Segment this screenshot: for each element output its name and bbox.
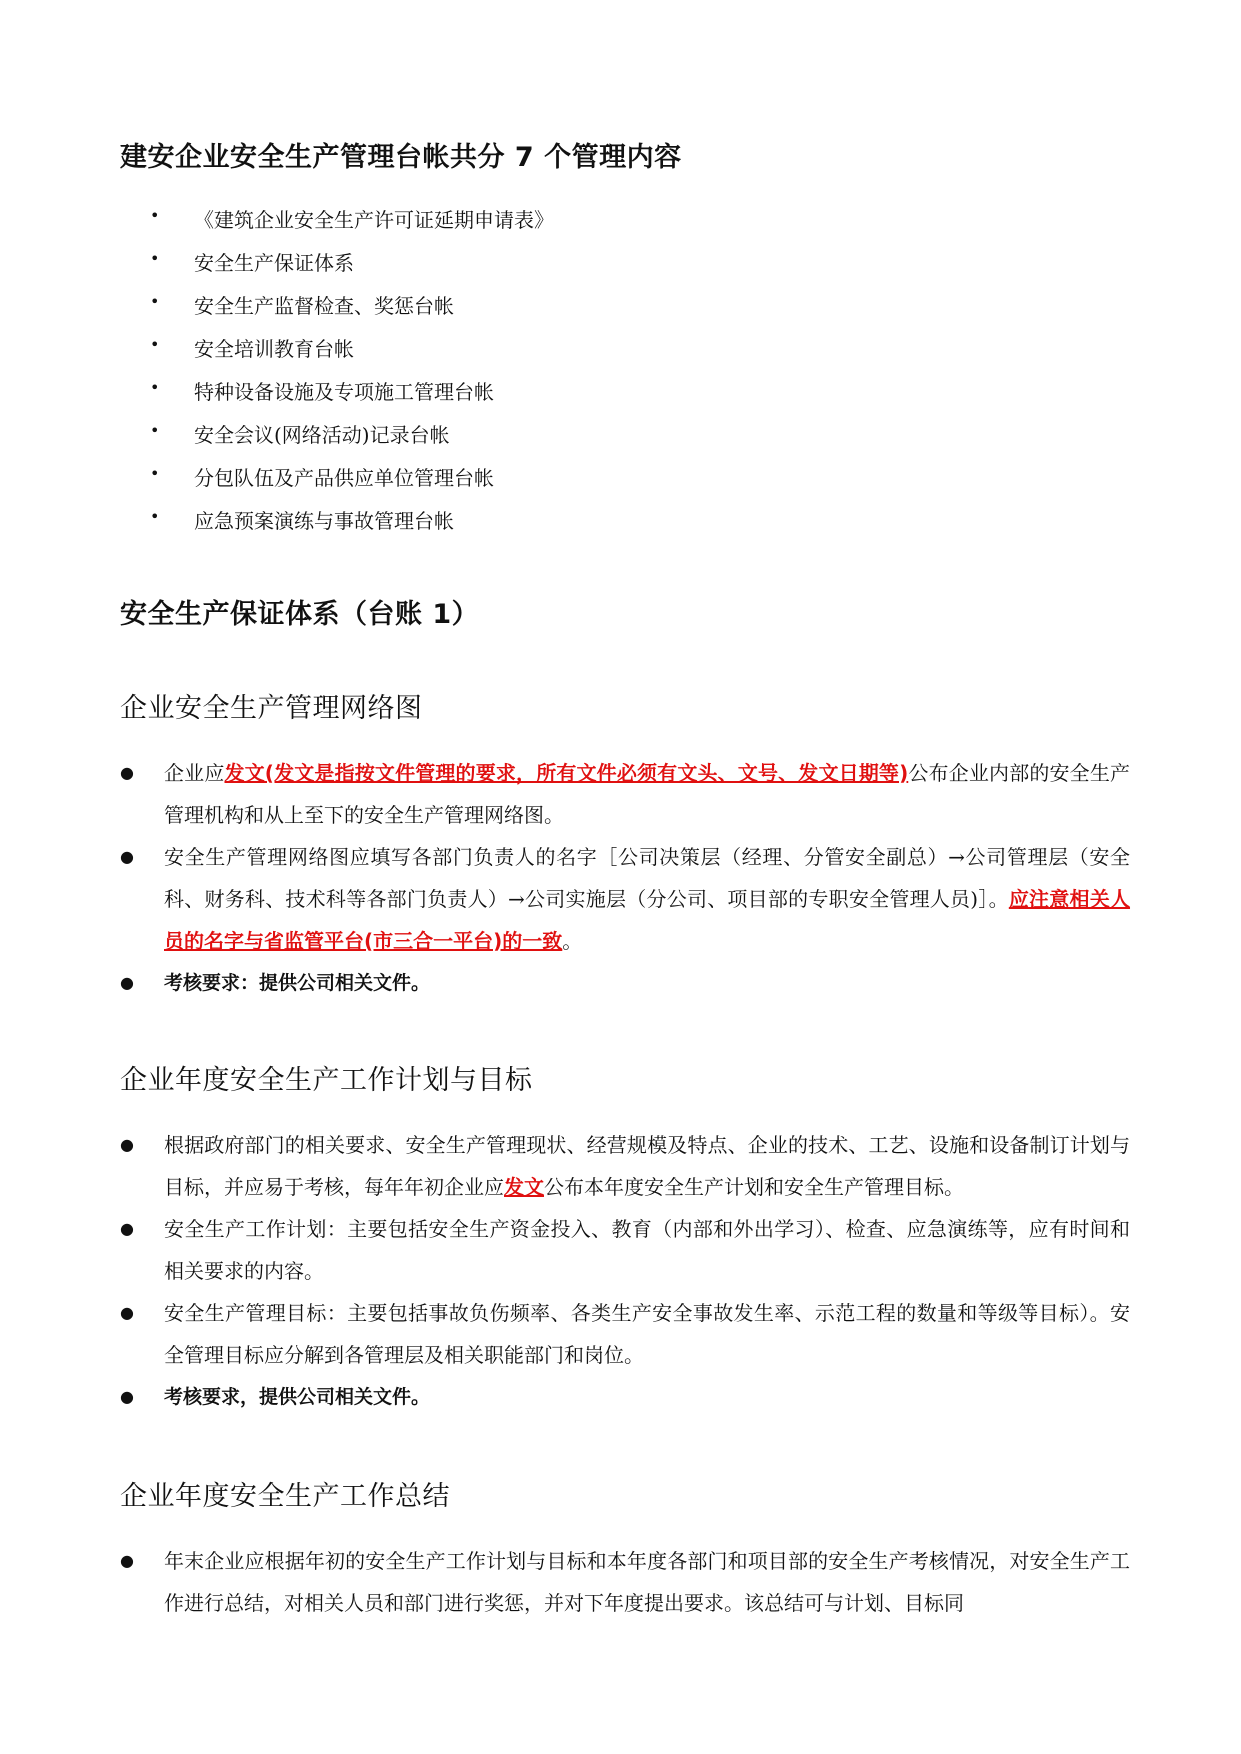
- list-item: • 安全会议(网络活动)记录台帐: [150, 421, 450, 447]
- bullet-icon: •: [150, 378, 160, 397]
- ledger-list: [150, 204, 554, 548]
- bullet-icon: •: [150, 464, 160, 483]
- bullet-icon: •: [150, 421, 160, 440]
- highlight-text: 应注意相关人员的名字与省监管平台(市三合一平台)的一致: [164, 887, 1131, 953]
- section-network-chart: [120, 752, 1130, 1004]
- bullet-icon: ●: [120, 1135, 134, 1154]
- list-item: ● 根据政府部门的相关要求、安全生产管理现状、经营规模及特点、企业的技术、工艺、设施和设备制订计划与目标，并应易于考核，每年年初企业应发文公布本年度安全生产计划和安全生产管理目标。: [120, 1124, 1130, 1208]
- list-item: • 《建筑企业安全生产许可证延期申请表》: [150, 206, 554, 232]
- list-item: • 安全生产监督检查、奖惩台帐: [150, 292, 454, 318]
- list-item: • 特种设备设施及专项施工管理台帐: [150, 378, 494, 404]
- bullet-icon: •: [150, 206, 160, 225]
- highlight-text: 发文(发文是指按文件管理的要求，所有文件必须有文头、文号、发文日期等): [224, 761, 909, 785]
- bullet-icon: ●: [120, 763, 134, 782]
- section-annual-plan: [120, 1124, 1130, 1418]
- heading-network-chart: 企业安全生产管理网络图: [120, 693, 423, 724]
- heading-annual-plan: 企业年度安全生产工作计划与目标: [120, 1065, 533, 1096]
- heading-overview: 建安企业安全生产管理台帐共分 7 个管理内容: [120, 142, 682, 173]
- list-item: ● 年末企业应根据年初的安全生产工作计划与目标和本年度各部门和项目部的安全生产考核情况，对安全生产工作进行总结，对相关人员和部门进行奖惩，并对下年度提出要求。该总结可与计划、目标同: [120, 1540, 1130, 1624]
- list-item: ● 考核要求，提供公司相关文件。: [120, 1376, 1130, 1418]
- list-item: ● 安全生产工作计划：主要包括安全生产资金投入、教育（内部和外出学习）、检查、应急演练等，应有时间和相关要求的内容。: [120, 1208, 1130, 1292]
- list-item: • 安全生产保证体系: [150, 249, 354, 275]
- bullet-icon: •: [150, 249, 160, 268]
- bullet-icon: •: [150, 335, 160, 354]
- section-annual-summary: [120, 1540, 1130, 1624]
- bullet-icon: ●: [120, 1551, 134, 1570]
- heading-guarantee-system: 安全生产保证体系（台账 1）: [120, 599, 480, 630]
- list-item: • 安全培训教育台帐: [150, 335, 354, 361]
- list-item: • 应急预案演练与事故管理台帐: [150, 507, 454, 533]
- list-item: ● 考核要求：提供公司相关文件。: [120, 962, 1130, 1004]
- bullet-icon: ●: [120, 973, 134, 992]
- list-item: • 分包队伍及产品供应单位管理台帐: [150, 464, 494, 490]
- bullet-icon: •: [150, 507, 160, 526]
- list-item: ● 安全生产管理网络图应填写各部门负责人的名字［公司决策层（经理、分管安全副总）→公司管理层（安全科、财务科、技术科等各部门负责人）→公司实施层（分公司、项目部的专职安全管理人员)］。应注意相关人员的名字与省监管平台(市三合一平台)的一致。: [120, 836, 1130, 962]
- bullet-icon: •: [150, 292, 160, 311]
- bullet-icon: ●: [120, 847, 134, 866]
- list-item: ● 企业应发文(发文是指按文件管理的要求，所有文件必须有文头、文号、发文日期等)公布企业内部的安全生产管理机构和从上至下的安全生产管理网络图。: [120, 752, 1130, 836]
- bullet-icon: ●: [120, 1303, 134, 1322]
- heading-annual-summary: 企业年度安全生产工作总结: [120, 1481, 450, 1512]
- bullet-icon: ●: [120, 1387, 134, 1406]
- bullet-icon: ●: [120, 1219, 134, 1238]
- list-item: ● 安全生产管理目标：主要包括事故负伤频率、各类生产安全事故发生率、示范工程的数量和等级等目标）。安全管理目标应分解到各管理层及相关职能部门和岗位。: [120, 1292, 1130, 1376]
- highlight-text: 发文: [504, 1175, 544, 1199]
